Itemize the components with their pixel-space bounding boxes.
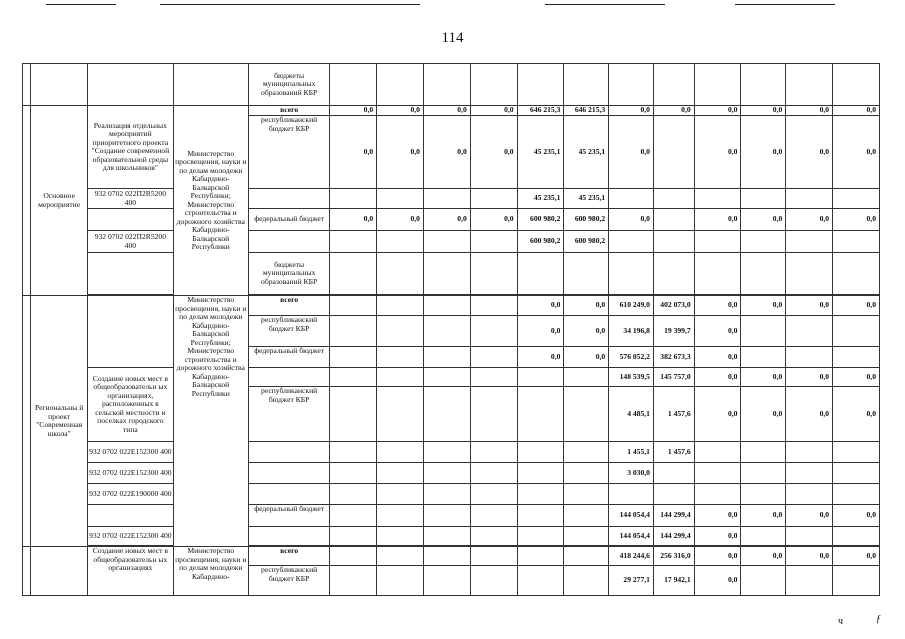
table-row xyxy=(23,189,880,209)
page-number: 114 xyxy=(441,30,464,46)
value-cell: 0,0 xyxy=(694,566,741,596)
table-row xyxy=(23,296,880,316)
value-cell: 600 980,2 xyxy=(564,209,609,231)
value-cell: 0,0 xyxy=(330,106,377,116)
value-cell: 0,0 xyxy=(694,106,741,116)
value-cell: 144 299,4 xyxy=(653,505,694,527)
project-name: Региональны й проект "Современная школа" xyxy=(31,296,88,547)
value-cell: 600 980,2 xyxy=(564,231,609,253)
source-label: республиканский бюджет КБР xyxy=(248,316,329,347)
value-cell: 0,0 xyxy=(833,547,880,566)
value-cell: 610 249,0 xyxy=(609,296,654,316)
value-cell: 0,0 xyxy=(694,387,741,442)
value-cell: 0,0 xyxy=(377,106,424,116)
responsible-executor: Министерство просвещения, науки и по делам молодежи Кабардино- xyxy=(173,547,248,596)
source-label: республиканский бюджет КБР xyxy=(248,387,329,442)
source-label: всего xyxy=(248,547,329,566)
value-cell: 4 485,1 xyxy=(609,387,654,442)
value-cell: 145 757,0 xyxy=(653,368,694,387)
value-cell xyxy=(653,116,694,189)
measure-type: Основное мероприятие xyxy=(31,106,88,296)
header-rule xyxy=(735,4,835,5)
measure-description: Реализация отдельных мероприятий приоритетного проекта "Создание современной образовательной среды для школьников" xyxy=(88,106,173,189)
source-label: республиканский бюджет КБР xyxy=(248,116,329,189)
value-cell: 0,0 xyxy=(470,116,517,189)
source-label: федеральный бюджет xyxy=(248,505,329,527)
responsible-executor: Министерство просвещения, науки и по делам молодежи Кабардино-Балкарской Республики; Министерство строительства и дорожного хозяйства Кабардино-Балкарской Республики xyxy=(173,106,248,296)
value-cell: 0,0 xyxy=(694,116,741,189)
value-cell: 0,0 xyxy=(833,116,880,189)
value-cell: 0,0 xyxy=(833,106,880,116)
value-cell: 646 215,3 xyxy=(517,106,564,116)
value-cell: 0,0 xyxy=(330,209,377,231)
header-rule xyxy=(46,4,116,5)
value-cell: 0,0 xyxy=(786,368,833,387)
value-cell: 0,0 xyxy=(694,547,741,566)
value-cell: 0,0 xyxy=(377,209,424,231)
source-label: всего xyxy=(248,296,329,316)
value-cell: 0,0 xyxy=(786,296,833,316)
value-cell: 0,0 xyxy=(609,116,654,189)
value-cell xyxy=(653,209,694,231)
value-cell: 0,0 xyxy=(833,505,880,527)
value-cell: 0,0 xyxy=(786,387,833,442)
value-cell: 0,0 xyxy=(741,387,786,442)
table-row xyxy=(23,505,880,527)
table-row xyxy=(23,64,880,106)
value-cell: 646 215,3 xyxy=(564,106,609,116)
value-cell: 0,0 xyxy=(741,106,786,116)
value-cell: 1 457,6 xyxy=(653,442,694,463)
value-cell: 0,0 xyxy=(741,547,786,566)
value-cell: 1 455,1 xyxy=(609,442,654,463)
value-cell: 144 054,4 xyxy=(609,505,654,527)
source-label: бюджеты муниципальных образований КБР xyxy=(248,64,329,106)
value-cell: 45 235,1 xyxy=(517,189,564,209)
scan-mark: ч xyxy=(838,616,844,627)
budget-code: 932 0702 022E152300 400 xyxy=(88,527,173,546)
table-row xyxy=(23,442,880,463)
table-row xyxy=(23,547,880,566)
value-cell: 0,0 xyxy=(330,116,377,189)
table-row xyxy=(23,527,880,546)
value-cell: 0,0 xyxy=(517,316,564,347)
value-cell: 0,0 xyxy=(786,209,833,231)
budget-table xyxy=(22,63,880,596)
responsible-executor: Министерство просвещения, науки и по делам молодежи Кабардино-Балкарской Республики; Министерство строительства и дорожного хозяйства Кабардино-Балкарской Республики xyxy=(173,296,248,547)
source-label: бюджеты муниципальных образований КБР xyxy=(248,253,329,295)
value-cell: 0,0 xyxy=(833,368,880,387)
budget-code: 932 0702 022E190000 400 xyxy=(88,484,173,505)
value-cell: 418 244,6 xyxy=(609,547,654,566)
value-cell: 576 052,2 xyxy=(609,347,654,368)
header-rule xyxy=(545,4,665,5)
value-cell: 0,0 xyxy=(423,106,470,116)
measure-description: Создание новых мест в общеобразовательн ых организациях xyxy=(88,547,173,596)
value-cell: 0,0 xyxy=(564,296,609,316)
value-cell: 0,0 xyxy=(786,505,833,527)
value-cell: 0,0 xyxy=(694,505,741,527)
header-rule xyxy=(160,4,420,5)
value-cell: 0,0 xyxy=(833,296,880,316)
value-cell: 0,0 xyxy=(741,209,786,231)
value-cell: 0,0 xyxy=(653,106,694,116)
value-cell: 0,0 xyxy=(741,296,786,316)
value-cell: 0,0 xyxy=(786,547,833,566)
value-cell: 382 673,3 xyxy=(653,347,694,368)
value-cell: 0,0 xyxy=(470,209,517,231)
value-cell: 1 457,6 xyxy=(653,387,694,442)
source-label: всего xyxy=(248,106,329,116)
value-cell: 144 299,4 xyxy=(653,527,694,546)
value-cell: 0,0 xyxy=(564,347,609,368)
value-cell: 3 030,0 xyxy=(609,463,654,484)
value-cell: 600 980,2 xyxy=(517,209,564,231)
value-cell: 0,0 xyxy=(564,316,609,347)
value-cell: 0,0 xyxy=(423,116,470,189)
table-row xyxy=(23,106,880,116)
scan-mark: ƒ xyxy=(876,614,881,625)
value-cell: 0,0 xyxy=(423,209,470,231)
table-row xyxy=(23,484,880,505)
value-cell: 0,0 xyxy=(694,527,741,546)
budget-code: 932 0702 022E152300 400 xyxy=(88,442,173,463)
value-cell: 19 399,7 xyxy=(653,316,694,347)
value-cell: 144 054,4 xyxy=(609,527,654,546)
value-cell: 0,0 xyxy=(609,209,654,231)
value-cell: 45 235,1 xyxy=(517,116,564,189)
table-row xyxy=(23,253,880,295)
table-row xyxy=(23,209,880,231)
source-label: федеральный бюджет xyxy=(248,347,329,368)
value-cell: 0,0 xyxy=(377,116,424,189)
budget-code: 932 0702 022П2R5200 400 xyxy=(88,189,173,209)
source-label: федеральный бюджет xyxy=(248,209,329,231)
value-cell: 256 316,0 xyxy=(653,547,694,566)
value-cell: 0,0 xyxy=(694,368,741,387)
measure-description: Создание новых мест в общеобразовательн ых организациях, расположенных в сельской местности и поселках городского типа xyxy=(88,368,173,442)
value-cell: 0,0 xyxy=(609,106,654,116)
budget-code: 932 0702 022E152300 400 xyxy=(88,463,173,484)
value-cell: 0,0 xyxy=(786,106,833,116)
value-cell: 0,0 xyxy=(833,209,880,231)
table-row xyxy=(23,368,880,387)
value-cell: 17 942,1 xyxy=(653,566,694,596)
value-cell: 0,0 xyxy=(694,296,741,316)
value-cell: 0,0 xyxy=(786,116,833,189)
value-cell: 0,0 xyxy=(694,347,741,368)
source-label: республиканский бюджет КБР xyxy=(248,566,329,596)
value-cell: 45 235,1 xyxy=(564,116,609,189)
value-cell: 402 073,0 xyxy=(653,296,694,316)
value-cell: 0,0 xyxy=(741,116,786,189)
value-cell: 0,0 xyxy=(833,387,880,442)
value-cell: 148 539,5 xyxy=(609,368,654,387)
value-cell: 0,0 xyxy=(741,368,786,387)
value-cell: 0,0 xyxy=(517,296,564,316)
value-cell: 34 196,8 xyxy=(609,316,654,347)
value-cell: 600 980,2 xyxy=(517,231,564,253)
value-cell: 0,0 xyxy=(741,505,786,527)
value-cell: 0,0 xyxy=(694,316,741,347)
table-row xyxy=(23,463,880,484)
value-cell: 0,0 xyxy=(470,106,517,116)
value-cell: 29 277,1 xyxy=(609,566,654,596)
budget-code: 932 0702 022П2R5200 400 xyxy=(88,231,173,253)
value-cell: 0,0 xyxy=(694,209,741,231)
table-row xyxy=(23,231,880,253)
value-cell: 45 235,1 xyxy=(564,189,609,209)
value-cell: 0,0 xyxy=(517,347,564,368)
